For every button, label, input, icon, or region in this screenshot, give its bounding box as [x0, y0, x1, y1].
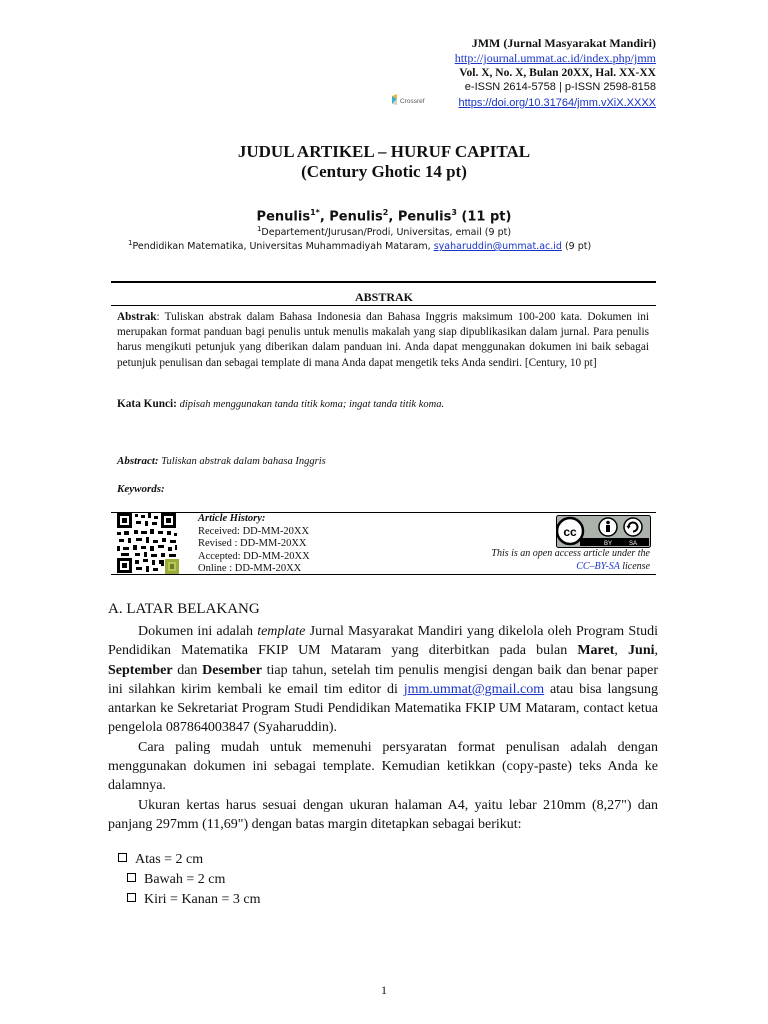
keywords-en: Keywords: [117, 483, 165, 495]
journal-name: JMM (Jurnal Masyarakat Mandiri) [471, 36, 656, 50]
affiliation-2: $^1$Pendidikan Matematika, Universitas Muhammadiyah Mataram, syaharuddin@ummat.ac.id (9 pt) [128, 239, 592, 253]
doi[interactable] [459, 96, 657, 111]
journal-url[interactable] [455, 51, 656, 66]
square-bullet-icon [127, 893, 136, 902]
divider-abstract [111, 305, 656, 306]
divider-history-top [111, 512, 656, 513]
history-online: Online : DD-MM-20XX [198, 563, 302, 574]
cc-license-icon [556, 515, 651, 548]
section-body [108, 622, 658, 834]
history-accepted: Accepted: DD-MM-20XX [198, 550, 310, 562]
authors: Penulis$^{1*}$, Penulis$^2$, Penulis$^3$ (11 pt) [256, 208, 512, 225]
square-bullet-icon [118, 853, 127, 862]
bullet-item: Bawah = 2 cm [127, 872, 225, 888]
editor-email-link[interactable]: jmm.ummat@gmail.com [403, 681, 545, 697]
affiliation-1: $^1$Departement/Jurusan/Prodi, Universitas, email (9 pt) [256, 225, 512, 239]
divider-top [111, 281, 656, 283]
abstract-heading: ABSTRAK [354, 290, 413, 304]
crossref-logo [390, 93, 436, 112]
cc-by-sa-link[interactable]: CC–BY-SA [576, 561, 620, 572]
cc-sa-label: SA [628, 541, 638, 547]
bullet-item: Atas = 2 cm [118, 852, 203, 868]
section-heading: A. LATAR BELAKANG [108, 601, 260, 617]
affiliation-email-link[interactable]: syaharuddin@ummat.ac.id [433, 241, 562, 253]
article-title: JUDUL ARTIKEL – HURUF CAPITAL [237, 142, 531, 161]
abstract-body: Abstrak: Tuliskan abstrak dalam Bahasa Indonesia dan Bahasa Inggris maksimum 100-200 kata. Dokumen ini merupakan format panduan bagi penulis untuk menulis makalah yang siap dipublikasikan dalam jurnal. Para penulis harus mengikuti petunjuk yang diberikan dalam panduan ini. Anda dapat menggunakan dokumen ini baik sebagai petunjuk penulisan dan sebagai template di mana Anda dapat mengetik teks Anda sendiri. [Century, 10 pt] [117, 311, 649, 369]
issn-info: e-ISSN 2614-5758 | p-ISSN 2598-8158 [464, 81, 656, 93]
paragraph-2: Cara paling mudah untuk memenuhi persyaratan format penulisan adalah dengan menggunakan dokumen ini sebagai template. Kemudian ketikkan (copy-paste) teks Anda ke dalamnya. [108, 739, 658, 794]
cc-by-label: BY [603, 541, 613, 547]
history-revised: Revised : DD-MM-20XX [198, 538, 307, 549]
bullet-item: Kiri = Kanan = 3 cm [127, 892, 260, 908]
paragraph-1: Dokumen ini adalah template Jurnal Masyarakat Mandiri yang dikelola oleh Program Studi Pendidikan Matematika FKIP UM Mataram yang diterbitkan pada bulan Maret, Juni, September dan Desember tiap tahun, setelah tim penulis mengisi dengan baik dan benar paper ini silahkan kirim kembali ke email tim editor di jmm.ummat@gmail.com atau bisa langsung antarkan ke Sekretariat Program Studi Pendidikan Matematika FKIP UM Mataram, contact ketua pengelola 087864003847 (Syaharuddin). [108, 624, 659, 736]
volume-info: Vol. X, No. X, Bulan 20XX, Hal. XX-XX [459, 67, 656, 79]
crossref-icon [390, 93, 436, 107]
abstract-en: Abstract: Tuliskan abstrak dalam bahasa Inggris [117, 455, 326, 467]
history-received: Received: DD-MM-20XX [198, 525, 310, 537]
paragraph-3: Ukuran kertas harus sesuai dengan ukuran halaman A4, yaitu lebar 210mm (8,27") dan panjang 297mm (11,69") dengan batas margin ditetapkan sebagai berikut: [108, 797, 658, 832]
keywords-id: Kata Kunci: dipisah menggunakan tanda titik koma; ingat tanda titik koma. [117, 398, 445, 410]
history-label: Article History: [198, 513, 266, 524]
qr-code-icon [117, 513, 183, 575]
doi-link[interactable]: https://doi.org/10.31764/jmm.vXiX.XXXX [458, 97, 656, 109]
page-number: 1 [381, 983, 387, 997]
square-bullet-icon [127, 873, 136, 882]
journal-url-link[interactable]: http://journal.ummat.ac.id/index.php/jmm [454, 51, 656, 65]
article-history [198, 513, 310, 576]
article-title-note: (Century Ghotic 14 pt) [301, 162, 467, 181]
divider-history-bottom [111, 574, 656, 575]
license-text: This is an open access article under the CC–BY-SA license [491, 548, 650, 572]
crossref-label: Crossref [400, 98, 425, 105]
svg-text:cc: cc [563, 525, 577, 539]
qr-code [117, 513, 183, 580]
